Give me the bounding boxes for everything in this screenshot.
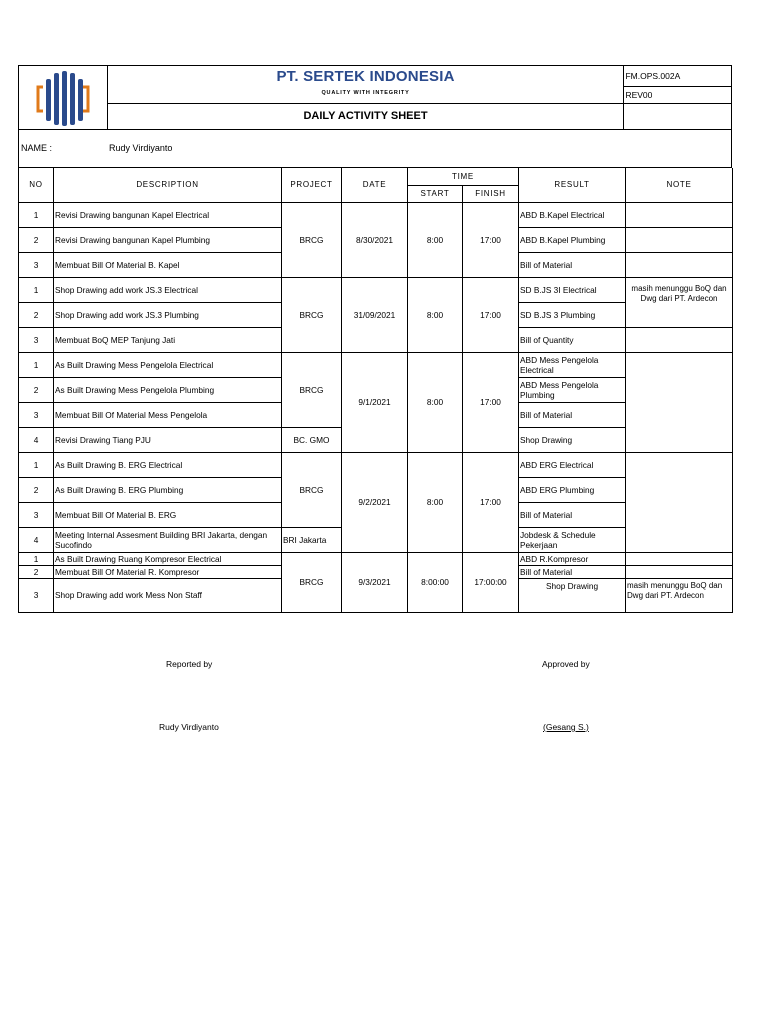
row-no: 2 xyxy=(19,477,54,502)
row-finish: 17:00 xyxy=(463,202,519,277)
row-result: Bill of Material xyxy=(519,565,626,578)
row-date: 9/2/2021 xyxy=(342,452,408,552)
table-row xyxy=(19,352,733,377)
row-result: SD B.JS 3 Plumbing xyxy=(519,302,626,327)
row-no: 1 xyxy=(19,277,54,302)
reported-by-name: Rudy Virdiyanto xyxy=(159,722,219,732)
row-project: BRCG xyxy=(282,552,342,612)
row-start: 8:00 xyxy=(408,202,463,277)
row-description: Membuat Bill Of Material B. Kapel xyxy=(54,252,282,277)
col-header-note: NOTE xyxy=(626,168,733,202)
row-note xyxy=(626,565,733,578)
row-date: 9/3/2021 xyxy=(342,552,408,612)
row-note xyxy=(626,352,733,452)
row-description: Meeting Internal Assesment Building BRI Jakarta, dengan Sucofindo xyxy=(54,527,282,552)
row-description: As Built Drawing Mess Pengelola Electrical xyxy=(54,352,282,377)
row-start: 8:00 xyxy=(408,452,463,552)
row-finish: 17:00 xyxy=(463,452,519,552)
row-start: 8:00 xyxy=(408,277,463,352)
row-result: ABD R.Kompresor xyxy=(519,552,626,565)
col-header-result: RESULT xyxy=(519,168,626,202)
company-logo-icon xyxy=(35,69,91,127)
row-note xyxy=(626,227,733,252)
col-header-start: START xyxy=(408,185,463,202)
row-project: BRCG xyxy=(282,277,342,352)
col-header-date: DATE xyxy=(342,168,408,202)
company-block xyxy=(108,66,624,104)
row-date: 31/09/2021 xyxy=(342,277,408,352)
revision-code: REV00 xyxy=(624,87,731,104)
row-description: Membuat BoQ MEP Tanjung Jati xyxy=(54,327,282,352)
row-no: 1 xyxy=(19,452,54,477)
row-no: 2 xyxy=(19,377,54,402)
row-result: ABD B.Kapel Plumbing xyxy=(519,227,626,252)
row-description: Shop Drawing add work Mess Non Staff xyxy=(54,578,282,612)
row-no: 2 xyxy=(19,227,54,252)
row-start: 8:00:00 xyxy=(408,552,463,612)
row-no: 3 xyxy=(19,327,54,352)
col-header-time: TIME xyxy=(408,168,519,185)
row-project: BRCG xyxy=(282,452,342,527)
row-description: Revisi Drawing bangunan Kapel Electrical xyxy=(54,202,282,227)
row-note xyxy=(626,452,733,552)
col-header-description: DESCRIPTION xyxy=(54,168,282,202)
activity-table xyxy=(18,168,733,613)
form-code: FM.OPS.002A xyxy=(624,66,731,87)
row-date: 8/30/2021 xyxy=(342,202,408,277)
row-no: 3 xyxy=(19,578,54,612)
row-description: Shop Drawing add work JS.3 Plumbing xyxy=(54,302,282,327)
row-project: BRCG xyxy=(282,352,342,427)
table-row xyxy=(19,202,733,227)
company-name: PT. SERTEK INDONESIA xyxy=(276,68,455,85)
row-result: Jobdesk & Schedule Pekerjaan xyxy=(519,527,626,552)
row-result: Bill of Material xyxy=(519,252,626,277)
row-note: masih menunggu BoQ dan Dwg dari PT. Ardecon xyxy=(626,277,733,327)
row-result: Bill of Material xyxy=(519,502,626,527)
row-no: 2 xyxy=(19,565,54,578)
row-result: Bill of Material xyxy=(519,402,626,427)
row-result: Bill of Quantity xyxy=(519,327,626,352)
col-header-project: PROJECT xyxy=(282,168,342,202)
company-logo xyxy=(19,66,108,129)
row-description: Membuat Bill Of Material B. ERG xyxy=(54,502,282,527)
row-description: As Built Drawing Mess Pengelola Plumbing xyxy=(54,377,282,402)
row-start: 8:00 xyxy=(408,352,463,452)
row-description: As Built Drawing B. ERG Electrical xyxy=(54,452,282,477)
row-note xyxy=(626,552,733,565)
activity-sheet xyxy=(18,65,732,613)
row-note: masih menunggu BoQ dan Dwg dari PT. Ardecon xyxy=(626,578,733,612)
company-tagline: QUALITY WITH INTEGRITY xyxy=(321,90,410,96)
sheet-title: DAILY ACTIVITY SHEET xyxy=(303,110,428,122)
row-description: Revisi Drawing bangunan Kapel Plumbing xyxy=(54,227,282,252)
row-project: BC. GMO xyxy=(282,427,342,452)
row-description: As Built Drawing Ruang Kompresor Electrical xyxy=(54,552,282,565)
row-no: 2 xyxy=(19,302,54,327)
row-project: BRCG xyxy=(282,202,342,277)
row-no: 1 xyxy=(19,352,54,377)
reported-by-label: Reported by xyxy=(166,659,213,669)
row-result: ABD Mess Pengelola Electrical xyxy=(519,352,626,377)
row-description: As Built Drawing B. ERG Plumbing xyxy=(54,477,282,502)
row-date: 9/1/2021 xyxy=(342,352,408,452)
row-result: ABD Mess Pengelola Plumbing xyxy=(519,377,626,402)
row-note xyxy=(626,327,733,352)
row-result: Shop Drawing xyxy=(519,578,626,612)
row-result: ABD ERG Plumbing xyxy=(519,477,626,502)
row-note xyxy=(626,202,733,227)
row-no: 3 xyxy=(19,402,54,427)
row-description: Membuat Bill Of Material R. Kompresor xyxy=(54,565,282,578)
approved-by-name: (Gesang S.) xyxy=(543,722,589,732)
row-no: 4 xyxy=(19,527,54,552)
sheet-header xyxy=(18,65,732,129)
row-project: BRI Jakarta xyxy=(282,527,342,552)
row-result: Shop Drawing xyxy=(519,427,626,452)
name-value: Rudy Virdiyanto xyxy=(109,143,173,153)
row-note xyxy=(626,252,733,277)
row-description: Membuat Bill Of Material Mess Pengelola xyxy=(54,402,282,427)
name-row xyxy=(18,129,732,168)
approved-by-label: Approved by xyxy=(542,659,590,669)
col-header-finish: FINISH xyxy=(463,185,519,202)
table-row xyxy=(19,552,733,565)
row-no: 1 xyxy=(19,552,54,565)
table-row xyxy=(19,277,733,302)
row-finish: 17:00:00 xyxy=(463,552,519,612)
col-header-no: NO xyxy=(19,168,54,202)
row-description: Shop Drawing add work JS.3 Electrical xyxy=(54,277,282,302)
row-finish: 17:00 xyxy=(463,352,519,452)
row-result: SD B.JS 3I Electrical xyxy=(519,277,626,302)
row-no: 4 xyxy=(19,427,54,452)
name-label: NAME : xyxy=(21,143,53,153)
row-no: 3 xyxy=(19,252,54,277)
row-description: Revisi Drawing Tiang PJU xyxy=(54,427,282,452)
row-no: 1 xyxy=(19,202,54,227)
row-result: ABD B.Kapel Electrical xyxy=(519,202,626,227)
row-finish: 17:00 xyxy=(463,277,519,352)
row-no: 3 xyxy=(19,502,54,527)
table-row xyxy=(19,452,733,477)
row-result: ABD ERG Electrical xyxy=(519,452,626,477)
